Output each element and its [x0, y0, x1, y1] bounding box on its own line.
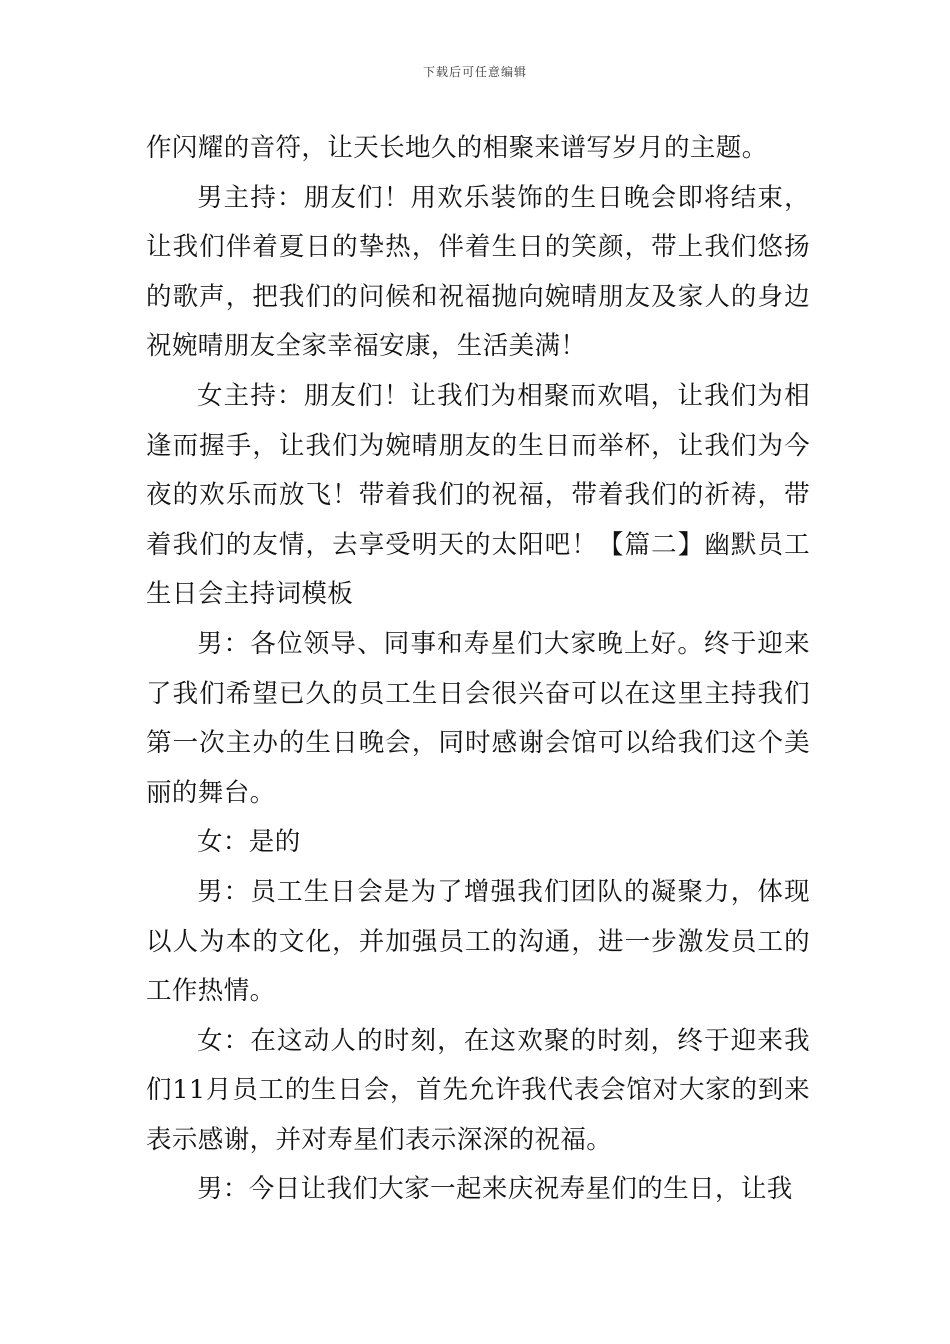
paragraph-continuation: 作闪耀的音符，让天长地久的相聚来谱写岁月的主题。: [146, 133, 768, 163]
paragraph-female-reply: 女：是的: [197, 827, 301, 858]
paragraph-male-celebrate: 男：今日让我们大家一起来庆祝寿星们的生日，让我: [197, 1174, 793, 1205]
paragraph-male-opening: 男：各位领导、同事和寿星们大家晚上好。终于迎来了我们希望已久的员工生日会很兴奋可以在这里主持我们第一次主办的生日晚会，同时感谢会馆可以给我们这个美丽的舞台。: [146, 628, 810, 808]
paragraph-female-host-closing: 女主持：朋友们！让我们为相聚而欢唱，让我们为相逢而握手，让我们为婉晴朋友的生日而举杯，让我们为今夜的欢乐而放飞！带着我们的祝福，带着我们的祈祷，带着我们的友情，去享受明天的太阳吧！【篇二】幽默员工生日会主持词模板: [146, 380, 810, 610]
page-header: 下载后可任意编辑: [422, 65, 527, 79]
paragraph-male-host-closing: 男主持：朋友们！用欢乐装饰的生日晚会即将结束，让我们伴着夏日的挚热，伴着生日的笑颜，带上我们悠扬的歌声，把我们的问候和祝福抛向婉晴朋友及家人的身边祝婉晴朋友全家幸福安康，生活美满！: [146, 182, 810, 362]
paragraph-female-welcome: 女：在这动人的时刻，在这欢聚的时刻，终于迎来我们11月员工的生日会，首先允许我代表会馆对大家的到来表示感谢，并对寿星们表示深深的祝福。: [146, 1025, 810, 1155]
document-body: [146, 124, 810, 1215]
paragraph-male-purpose: 男：员工生日会是为了增强我们团队的凝聚力，体现以人为本的文化，并加强员工的沟通，进一步激发员工的工作热情。: [146, 876, 810, 1007]
